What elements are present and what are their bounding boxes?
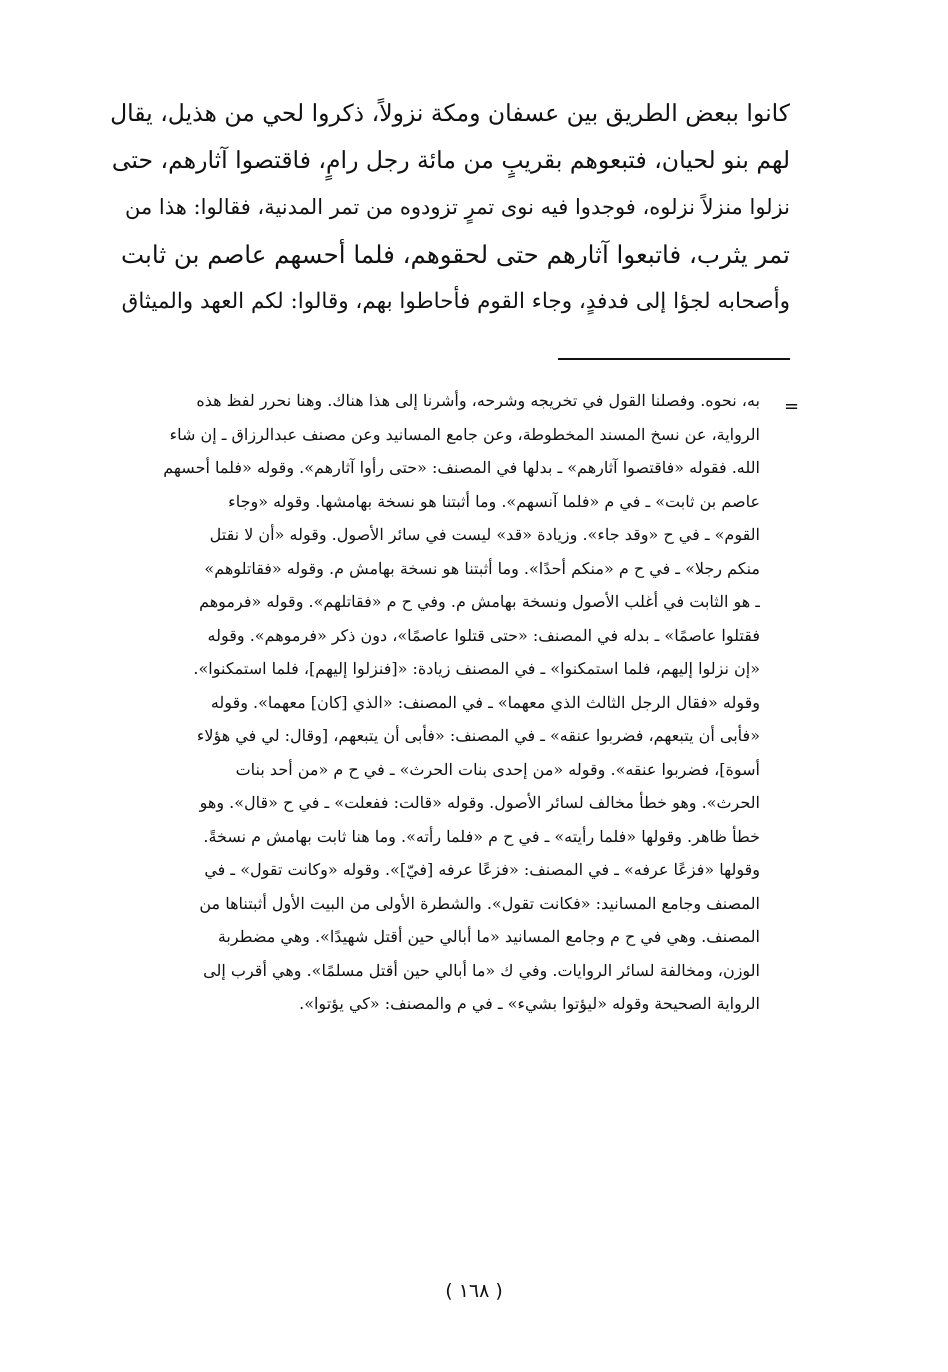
- main-text-line: لهم بنو لحيان، فتبعوهم بقريبٍ من مائة رجل رامٍ، فاقتصوا آثارهم، حتى: [111, 146, 790, 174]
- main-text-line: كانوا ببعض الطريق بين عسفان ومكة نزولاً، ذكروا لحي من هذيل، يقال: [110, 99, 790, 127]
- footnote-line: ـ هو الثابت في أغلب الأصول ونسخة بهامش م. وفي ح م «فقاتلهم». وقوله «فرموهم: [199, 592, 760, 611]
- footnote-line: به، نحوه. وفصلنا القول في تخريجه وشرحه، وأشرنا إلى هذا هناك. وهنا نحرر لفظ هذه: [196, 391, 760, 410]
- footnote-line: خطأ ظاهر. وقولها «فلما رأيته» ـ في ح م «فلما رأته». وما هنا ثابت بهامش م نسخةً.: [203, 826, 760, 846]
- page-number: ( ١٦٨ ): [445, 1280, 503, 1302]
- footnote-line: وقوله «فقال الرجل الثالث الذي معهما» ـ في المصنف: «الذي [كان] معهما». وقوله: [210, 692, 760, 712]
- footnote-line: الوزن، ومخالفة لسائر الروايات. وفي ك «ما أبالي حين أقتل مسلمًا». وهي أقرب إلى: [203, 960, 760, 980]
- footnote-line: الحرث». وهو خطأ مخالف لسائر الأصول. وقوله «قالت: ففعلت» ـ في ح «قال». وهو: [199, 793, 760, 812]
- footnote-line: عاصم بن ثابت» ـ في م «فلما آنسهم». وما أثبتنا هو نسخة بهامشها. وقوله «وجاء: [228, 491, 760, 511]
- footnote-separator: [558, 358, 790, 360]
- main-text-block: [110, 90, 790, 325]
- footnote-continuation-mark: =: [784, 396, 800, 417]
- footnote-line: المصنف وجامع المسانيد: «فكانت تقول». والشطرة الأولى من البيت الأول أثبتناها من: [199, 893, 760, 913]
- footnote-line: الرواية، عن نسخ المسند المخطوطة، وعن جامع المسانيد وعن مصنف عبدالرزاق ـ إن شاء: [169, 424, 760, 444]
- footnote-line: «إن نزلوا إليهم، فلما استمكنوا» ـ في المصنف زيادة: «[فنزلوا إليهم]، فلما استمكنوا».: [193, 659, 760, 678]
- main-text-line: نزلوا منزلاً نزلوه، فوجدوا فيه نوى تمرٍ تزودوه من تمر المدنية، فقالوا: هذا من: [125, 195, 790, 219]
- main-text-line: تمر يثرب، فاتبعوا آثارهم حتى لحقوهم، فلما أحسهم عاصم بن ثابت: [120, 240, 790, 269]
- footnote-line: القوم» ـ في ح «وقد جاء». وزيادة «قد» ليست في سائر الأصول. وقوله «أن لا نقتل: [209, 525, 760, 544]
- main-text-line: وأصحابه لجؤا إلى فدفدٍ، وجاء القوم فأحاطوا بهم، وقالوا: لكم العهد والميثاق: [121, 289, 790, 314]
- footnote-line: أسوة]، فضربوا عنقه». وقوله «من إحدى بنات الحرث» ـ في ح م «من أحد بنات: [235, 759, 760, 779]
- footnote-line: منكم رجلا» ـ في ح م «منكم أحدًا». وما أثبتنا هو نسخة بهامش م. وقوله «فقاتلوهم»: [204, 558, 760, 578]
- footnote-line: الرواية الصحيحة وقوله «ليؤتوا بشيء» ـ في م والمصنف: «كي يؤتوا».: [299, 994, 760, 1013]
- footnote-line: وقولها «فزعًا عرفه» ـ في المصنف: «فزعًا عرفه [فيّ]». وقوله «وكانت تقول» ـ في: [204, 860, 760, 879]
- footnote-line: الله. فقوله «فاقتصوا آثارهم» ـ بدلها في المصنف: «حتى رأوا آثارهم». وقوله «فلما أحسهم: [163, 458, 760, 477]
- footnote-line: فقتلوا عاصمًا» ـ بدله في المصنف: «حتى قتلوا عاصمًا»، دون ذكر «فرموهم». وقوله: [207, 625, 760, 645]
- footnote-line: المصنف. وهي في ح م وجامع المسانيد «ما أبالي حين أقتل شهيدًا». وهي مضطربة: [217, 927, 760, 946]
- footnote-line: «فأبى أن يتبعهم، فضربوا عنقه» ـ في المصنف: «فأبى أن يتبعهم، [وقال: لي في هؤلاء: [196, 726, 760, 745]
- footnote-block: [80, 384, 760, 1021]
